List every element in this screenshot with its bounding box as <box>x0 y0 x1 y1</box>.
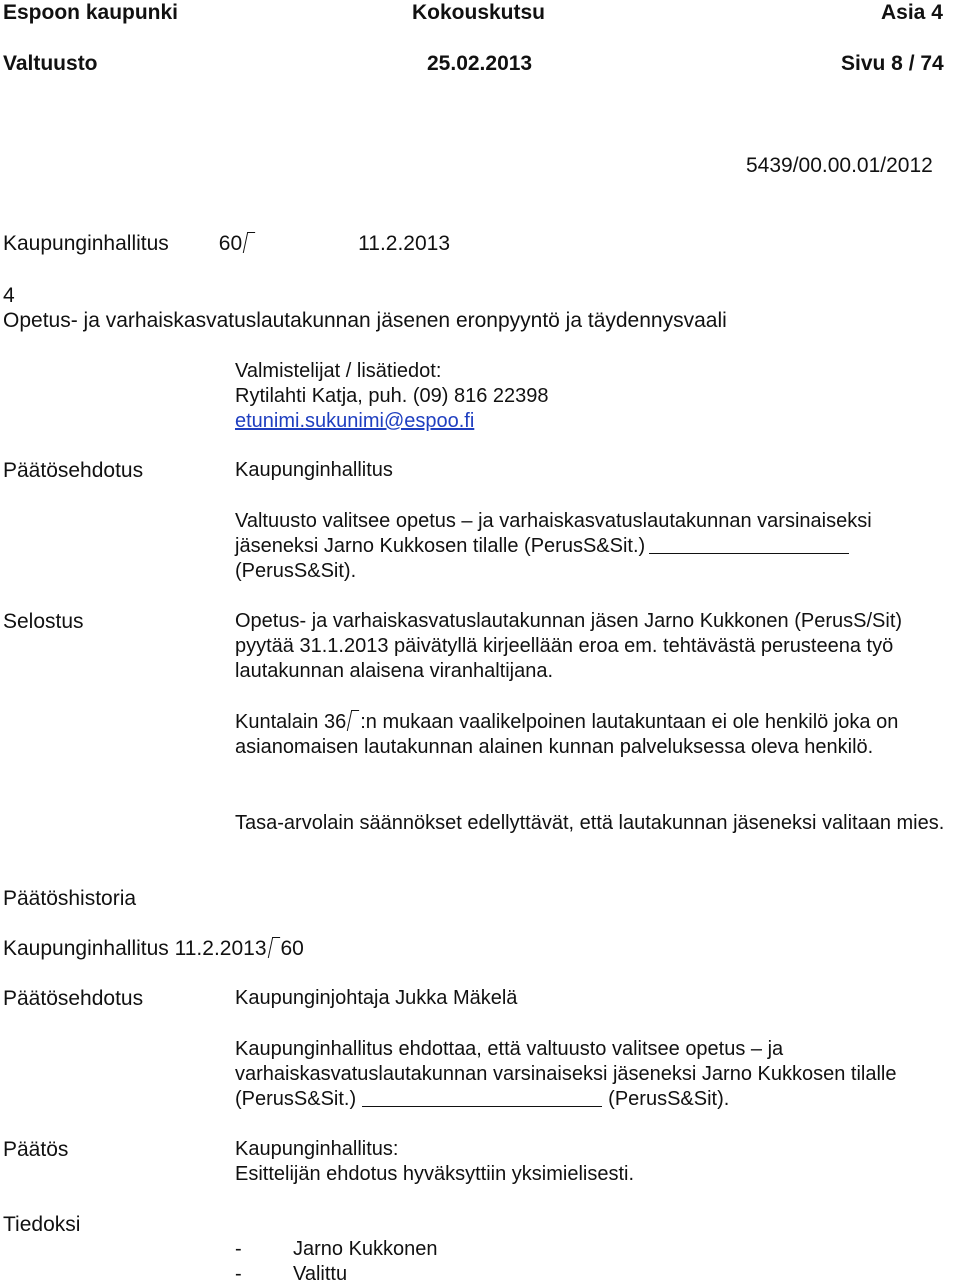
notify-label: Tiedoksi <box>3 1213 81 1236</box>
notify-list <box>235 1237 957 1287</box>
history-meeting-before: Kaupunginhallitus 11.2.2013 <box>3 937 267 960</box>
history-proposal-text-after: (PerusS&Sit). <box>608 1088 730 1110</box>
section-sign-icon <box>245 232 253 254</box>
header-doc-type: Kokouskutsu <box>412 1 546 24</box>
header-page: Sivu 8 / 74 <box>841 52 944 75</box>
header-body: Valtuusto <box>3 52 98 75</box>
header-item: Asia 4 <box>881 1 943 24</box>
decision-label: Päätös <box>3 1138 69 1161</box>
meeting-board: Kaupunginhallitus <box>3 232 169 255</box>
header-date: 25.02.2013 <box>427 52 533 75</box>
preparers <box>235 359 957 434</box>
proposal-text <box>235 509 957 584</box>
explanation-para3: Tasa-arvolain säännökset edellyttävät, että lautakunnan jäseneksi valitaan mies. <box>235 812 945 834</box>
history-proposal-blank-line <box>362 1088 602 1107</box>
explanation-para2-after: :n mukaan vaalikelpoinen lautakuntaan ei ole henkilö joka on asianomaisen lautakunnan alainen kunnan palveluksessa oleva henkilö. <box>235 711 899 758</box>
history-proposal-text <box>235 1037 957 1112</box>
item-number: 4 <box>3 284 15 307</box>
decision <box>235 1137 957 1187</box>
decision-maker: Kaupunginhallitus: <box>235 1138 399 1160</box>
explanation-para2-before: Kuntalain 36 <box>235 711 347 733</box>
history-proposal-text-before: Kaupunginhallitus ehdottaa, että valtuusto valitsee opetus – ja varhaiskasvatuslautakunnan varsinaiseksi jäseneksi Jarno Kukkosen tilalle (PerusS&Sit.) <box>235 1038 897 1110</box>
proposal-text-before: Valtuusto valitsee opetus – ja varhaiskasvatuslautakunnan varsinaiseksi jäseneksi Jarno Kukkosen tilalle (PerusS&Sit.) <box>235 510 872 557</box>
proposal-text-after: (PerusS&Sit). <box>235 560 357 582</box>
reference-number: 5439/00.00.01/2012 <box>746 154 933 177</box>
history-meeting-after: 60 <box>280 937 304 960</box>
header-org: Espoon kaupunki <box>3 1 179 24</box>
item-title: Opetus- ja varhaiskasvatuslautakunnan jäsenen eronpyyntö ja täydennysvaali <box>3 309 727 332</box>
preparers-label: Valmistelijat / lisätiedot: <box>235 360 442 382</box>
history-label: Päätöshistoria <box>3 887 137 910</box>
meeting-line <box>3 231 450 256</box>
section-sign-icon <box>349 710 357 732</box>
explanation-label: Selostus <box>3 610 84 633</box>
list-item: - Valittu <box>235 1263 348 1285</box>
proposal-proposer: Kaupunginhallitus <box>235 459 393 481</box>
explanation-para1: Opetus- ja varhaiskasvatuslautakunnan jäsen Jarno Kukkonen (PerusS/Sit) pyytää 31.1.2013 päivätyllä kirjeellään eroa em. tehtävästä perusteena työ lautakunnan alaisena viranhaltijana. <box>235 610 903 682</box>
history-proposal-proposer: Kaupunginjohtaja Jukka Mäkelä <box>235 987 518 1009</box>
preparers-email-link[interactable]: etunimi.sukunimi@espoo.fi <box>235 410 475 432</box>
history-meeting <box>3 936 304 961</box>
meeting-date: 11.2.2013 <box>358 232 451 255</box>
meeting-section-no: 60 <box>218 232 243 255</box>
preparers-name-phone: Rytilahti Katja, puh. (09) 816 22398 <box>235 385 549 407</box>
list-bullet: - <box>235 1263 242 1285</box>
section-sign-icon <box>270 937 278 959</box>
list-item: - Jarno Kukkonen <box>235 1238 438 1260</box>
proposal-label: Päätösehdotus <box>3 459 144 482</box>
proposal-blank-line <box>649 535 849 554</box>
history-proposal-label: Päätösehdotus <box>3 987 144 1010</box>
explanation-para2 <box>235 710 957 760</box>
list-bullet: - <box>235 1238 242 1260</box>
decision-text: Esittelijän ehdotus hyväksyttiin yksimielisesti. <box>235 1163 635 1185</box>
